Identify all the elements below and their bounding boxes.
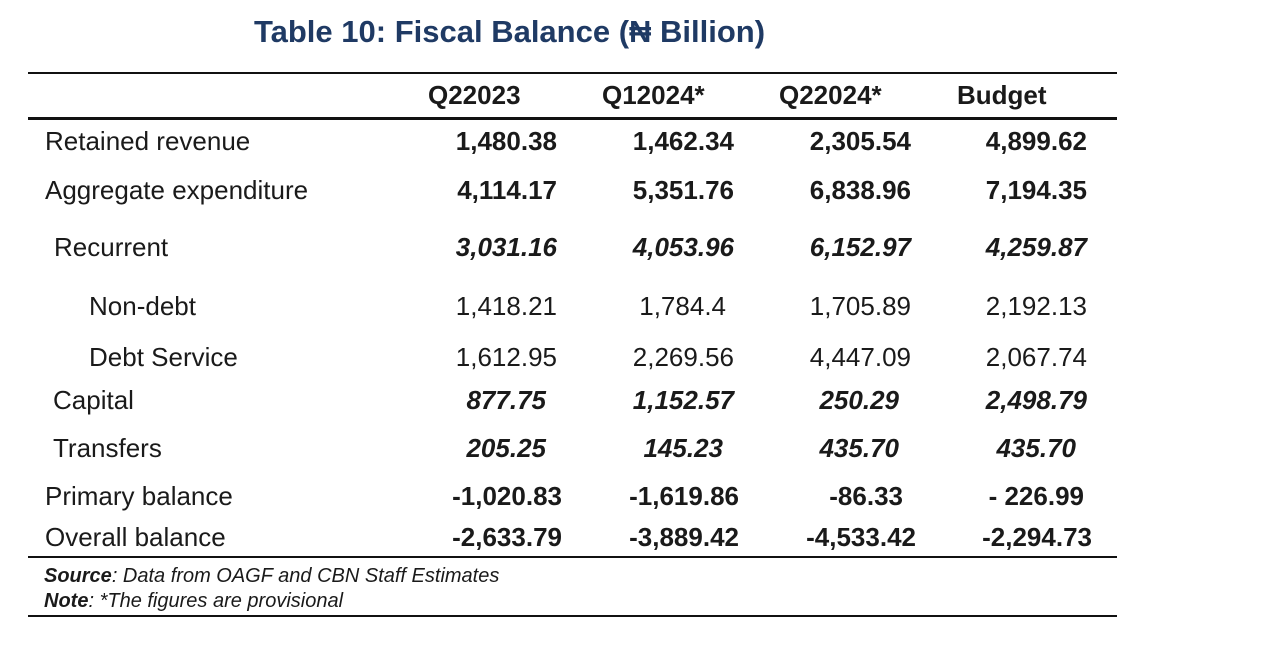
table-cell: 4,259.87	[985, 232, 1087, 262]
note-text: : *The figures are provisional	[88, 590, 344, 612]
row-label-debt-service: Debt Service	[89, 342, 238, 372]
table-cell: 1,480.38	[455, 126, 557, 156]
bottom-rule	[28, 556, 1117, 558]
table-cell: 4,053.96	[632, 232, 734, 262]
table-cell: 4,447.09	[809, 342, 911, 372]
row-label-capital: Capital	[53, 385, 134, 415]
table-cell: -2,294.73	[982, 522, 1092, 552]
table-title: Table 10: Fiscal Balance (₦ Billion)	[254, 14, 766, 49]
table-cell: 7,194.35	[985, 175, 1087, 205]
table-cell: 2,305.54	[809, 126, 911, 156]
column-header-q22024: Q22024*	[779, 80, 882, 110]
table-cell: 5,351.76	[632, 175, 734, 205]
table-cell: 2,269.56	[632, 342, 734, 372]
top-rule	[28, 72, 1117, 74]
table-cell: 1,705.89	[809, 291, 911, 321]
table-cell: 435.70	[996, 433, 1076, 463]
table-cell: 2,067.74	[985, 342, 1087, 372]
note-footnote	[44, 590, 343, 613]
table-cell: -1,020.83	[452, 481, 562, 511]
source-text: : Data from OAGF and CBN Staff Estimates	[111, 565, 500, 587]
table-cell: - 226.99	[988, 481, 1084, 511]
row-label-retained-revenue: Retained revenue	[45, 126, 251, 156]
table-cell: 2,192.13	[985, 291, 1087, 321]
column-header-q22023: Q22023	[428, 80, 521, 110]
row-label-aggregate-expenditure: Aggregate expenditure	[45, 175, 309, 205]
row-label-non-debt: Non-debt	[89, 291, 196, 321]
table-cell: 250.29	[819, 385, 899, 415]
source-label: Source	[44, 565, 112, 587]
table-cell: 205.25	[466, 433, 546, 463]
table-cell: 2,498.79	[985, 385, 1087, 415]
table-cell: 4,114.17	[457, 175, 557, 205]
table-cell: -86.33	[829, 481, 903, 511]
table-cell: -3,889.42	[629, 522, 739, 552]
table-cell: 1,612.95	[455, 342, 557, 372]
row-label-primary-balance: Primary balance	[45, 481, 233, 511]
table-cell: 4,899.62	[985, 126, 1087, 156]
table-cell: 1,462.34	[632, 126, 734, 156]
row-label-transfers: Transfers	[53, 433, 162, 463]
table-cell: 3,031.16	[455, 232, 557, 262]
table-cell: -2,633.79	[452, 522, 562, 552]
table-cell: 1,418.21	[455, 291, 557, 321]
table-cell: 6,152.97	[809, 232, 911, 262]
note-label: Note	[44, 590, 89, 612]
table-cell: -1,619.86	[629, 481, 739, 511]
row-label-recurrent: Recurrent	[54, 232, 169, 262]
column-header-q12024: Q12024*	[602, 80, 705, 110]
row-label-overall-balance: Overall balance	[45, 522, 226, 552]
column-header-budget: Budget	[957, 80, 1047, 110]
footer-rule	[28, 615, 1117, 617]
table-cell: 145.23	[643, 433, 723, 463]
table-cell: 1,152.57	[632, 385, 734, 415]
table-cell: 877.75	[466, 385, 546, 415]
table-cell: 6,838.96	[809, 175, 911, 205]
table-cell: 435.70	[819, 433, 899, 463]
source-footnote	[44, 565, 499, 588]
table-cell: 1,784.4	[639, 291, 726, 321]
table-cell: -4,533.42	[806, 522, 916, 552]
header-rule	[28, 117, 1117, 120]
